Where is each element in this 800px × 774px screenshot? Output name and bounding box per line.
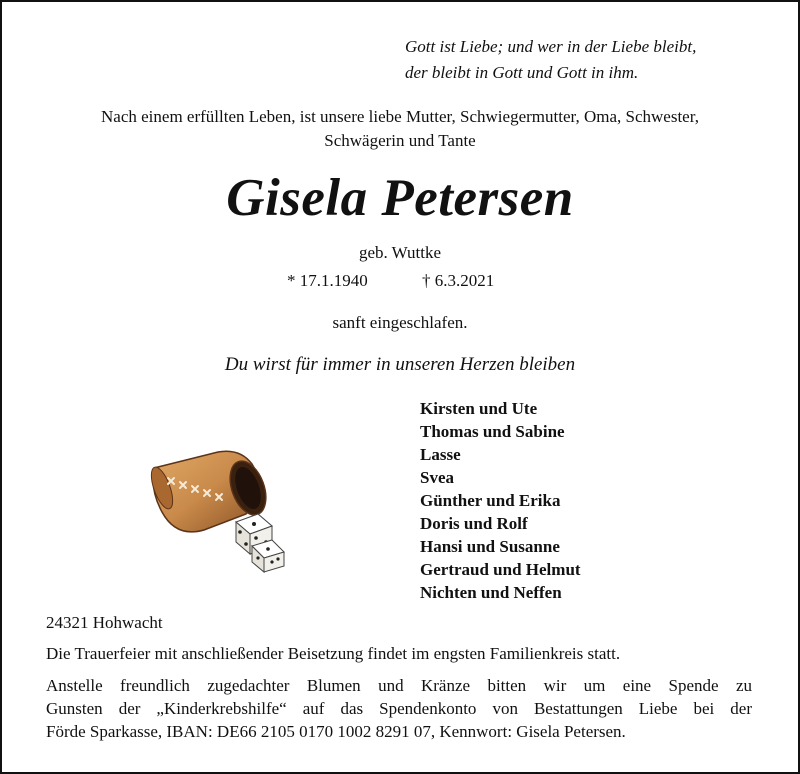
mourner-name: Nichten und Neffen xyxy=(420,583,562,602)
dice-cup-icon xyxy=(148,442,288,574)
mourner-name: Thomas und Sabine xyxy=(420,422,565,441)
donation-line: Gunsten der „Kinderkrebshilfe“ auf das Spendenkonto von Bestattungen Liebe bei der xyxy=(46,699,752,718)
mourner-name: Svea xyxy=(420,468,454,487)
mourners-list xyxy=(420,397,581,604)
donation-note xyxy=(46,674,752,743)
intro-line: Schwägerin und Tante xyxy=(324,131,476,150)
birth-date: * 17.1.1940 xyxy=(287,271,368,290)
intro-text xyxy=(0,105,800,153)
mourner-name: Lasse xyxy=(420,445,461,464)
bible-verse-line: der bleibt in Gott und Gott in ihm. xyxy=(405,63,639,82)
ceremony-note: Die Trauerfeier mit anschließender Beisetzung findet im engsten Familienkreis statt. xyxy=(46,644,621,663)
mourner-name: Doris und Rolf xyxy=(420,514,528,533)
mourner-name: Günther und Erika xyxy=(420,491,561,510)
bible-verse-line: Gott ist Liebe; und wer in der Liebe bleibt, xyxy=(405,37,697,56)
donation-line: Förde Sparkasse, IBAN: DE66 2105 0170 1002 8291 07, Kennwort: Gisela Petersen. xyxy=(46,722,626,741)
passed-away-text: sanft eingeschlafen. xyxy=(332,313,468,332)
mourner-name: Hansi und Susanne xyxy=(420,537,560,556)
death-date: † 6.3.2021 xyxy=(422,271,495,290)
donation-line: Anstelle freundlich zugedachter Blumen und Kränze bitten wir um eine Spende zu xyxy=(46,676,752,695)
farewell-line: Du wirst für immer in unseren Herzen bleiben xyxy=(224,354,576,375)
mourner-name: Gertraud und Helmut xyxy=(420,560,581,579)
bible-verse xyxy=(405,34,696,86)
mourner-name: Kirsten und Ute xyxy=(420,399,538,418)
intro-line: Nach einem erfüllten Leben, ist unsere liebe Mutter, Schwiegermutter, Oma, Schwester, xyxy=(101,107,699,126)
location: 24321 Hohwacht xyxy=(46,613,163,632)
born-name: geb. Wuttke xyxy=(358,243,442,262)
deceased-name: Gisela Petersen xyxy=(226,169,574,227)
